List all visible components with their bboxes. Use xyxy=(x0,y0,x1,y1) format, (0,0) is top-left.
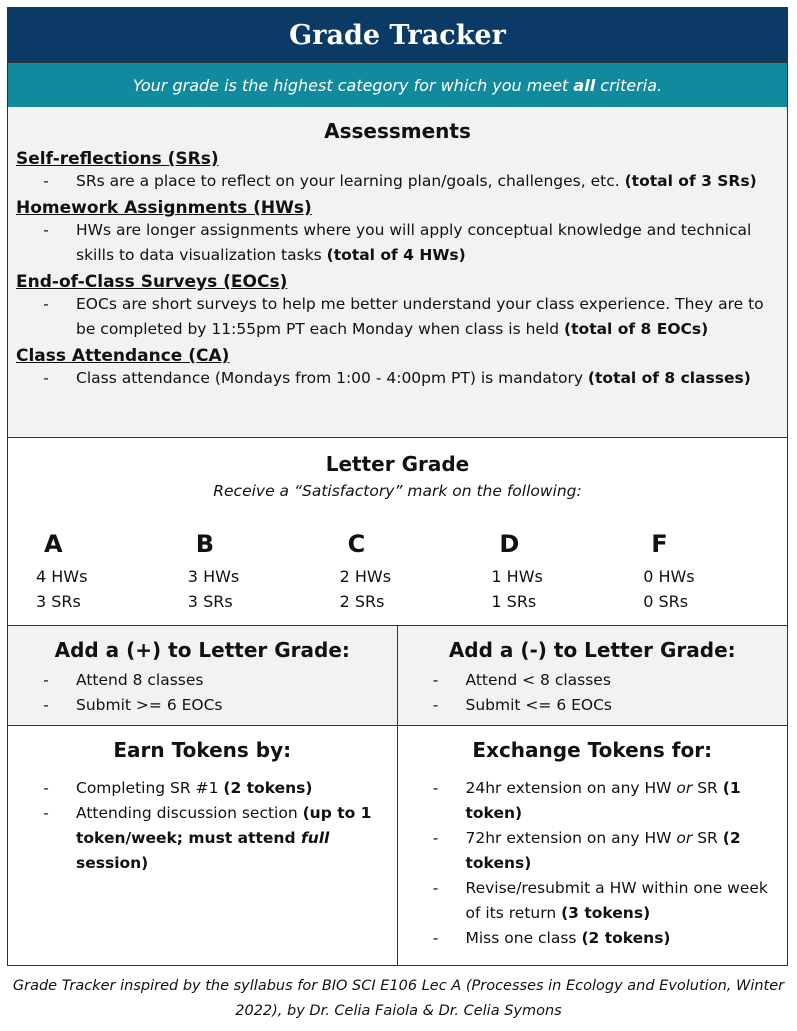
list-item xyxy=(406,668,780,693)
dash-bullet: - xyxy=(43,221,49,239)
grade-tracker xyxy=(7,7,788,966)
earn-item-text: Attending discussion section xyxy=(76,804,303,822)
earn-item-bold: (2 tokens) xyxy=(223,779,313,797)
category-total: (total of 8 EOCs) xyxy=(564,320,709,338)
earn-panel xyxy=(8,726,398,965)
dash-bullet: - xyxy=(432,879,439,897)
grade-b xyxy=(170,530,322,614)
letter-grade-subtitle: Receive a “Satisfactory” mark on the following: xyxy=(213,482,582,500)
list-item xyxy=(16,366,779,391)
dash-bullet: - xyxy=(43,696,49,714)
list-item xyxy=(406,826,780,876)
dash-bullet: - xyxy=(432,779,439,797)
grade-srs: 0 SRs xyxy=(643,592,689,611)
earn-item-italic: full xyxy=(300,829,330,847)
dash-bullet: - xyxy=(43,172,49,190)
grade-srs: 3 SRs xyxy=(187,592,233,611)
modifier-section xyxy=(7,626,788,726)
category-desc: EOCs are short surveys to help me better understand your class experience. They are to be completed by 11:55pm PT each Monday when class is held xyxy=(76,295,764,338)
plus-item: Attend 8 classes xyxy=(76,671,204,689)
earn-item-bold: (up to 1 token/week; must attend xyxy=(76,804,372,847)
assessments-section xyxy=(7,107,788,438)
grade-hws: 2 HWs xyxy=(339,567,392,586)
exchange-item-text: Revise/resubmit a HW within one week of its return xyxy=(465,879,768,922)
exchange-panel xyxy=(398,726,788,965)
grade-srs: 1 SRs xyxy=(491,592,537,611)
minus-item: Submit <= 6 EOCs xyxy=(465,696,612,714)
grade-a xyxy=(18,530,170,614)
minus-item: Attend < 8 classes xyxy=(465,671,611,689)
exchange-item-text: 72hr extension on any HW xyxy=(465,829,677,847)
exchange-or: or xyxy=(676,829,693,847)
exchange-title: Exchange Tokens for: xyxy=(472,738,713,762)
subtitle-text-1: Your grade is the highest category for which you meet xyxy=(132,75,569,95)
plus-item: Submit >= 6 EOCs xyxy=(76,696,223,714)
grade-letter: F xyxy=(651,530,668,558)
earn-title: Earn Tokens by: xyxy=(113,738,292,762)
grade-table xyxy=(8,530,787,614)
category-total: (total of 8 classes) xyxy=(587,369,751,387)
footer-credit: Grade Tracker inspired by the syllabus for BIO SCI E106 Lec A (Processes in Ecology and Evolution, Winter 2022), by Dr. Celia Faiola & Dr. Celia Symons xyxy=(12,978,785,1019)
category-title-ca: Class Attendance (CA) xyxy=(16,346,230,366)
dash-bullet: - xyxy=(43,779,49,797)
grade-hws: 0 HWs xyxy=(643,567,695,586)
exchange-item-text: SR xyxy=(692,829,723,847)
list-item xyxy=(406,693,780,718)
grade-letter: C xyxy=(347,530,366,558)
earn-item-bold: session) xyxy=(76,854,149,872)
category-desc: SRs are a place to reflect on your learning plan/goals, challenges, etc. xyxy=(76,172,625,190)
tokens-section xyxy=(7,726,788,966)
list-item xyxy=(16,218,779,268)
letter-grade-title: Letter Grade xyxy=(325,452,470,476)
plus-title: Add a (+) to Letter Grade: xyxy=(54,638,350,662)
grade-letter: D xyxy=(499,530,520,558)
category-total: (total of 3 SRs) xyxy=(624,172,757,190)
grade-c xyxy=(322,530,474,614)
dash-bullet: - xyxy=(43,369,49,387)
category-title-eocs: End-of-Class Surveys (EOCs) xyxy=(16,272,288,292)
dash-bullet: - xyxy=(43,295,49,313)
list-item xyxy=(16,169,779,194)
dash-bullet: - xyxy=(43,804,49,822)
list-item xyxy=(16,693,389,718)
grade-f xyxy=(625,530,777,614)
category-title-srs: Self-reflections (SRs) xyxy=(16,149,219,169)
grade-letter: A xyxy=(44,530,63,558)
grade-srs: 2 SRs xyxy=(339,592,385,611)
minus-panel xyxy=(398,626,788,725)
exchange-item-bold: (1 token) xyxy=(465,779,741,822)
letter-grade-section xyxy=(7,438,788,626)
dash-bullet: - xyxy=(432,671,439,689)
exchange-item-bold: (2 tokens) xyxy=(581,929,671,947)
list-item xyxy=(16,801,389,876)
list-item xyxy=(16,668,389,693)
grade-hws: 1 HWs xyxy=(491,567,543,586)
earn-item-text: Completing SR #1 xyxy=(76,779,224,797)
subtitle-emphasis: all xyxy=(573,75,596,95)
subtitle xyxy=(7,63,788,107)
dash-bullet: - xyxy=(432,696,439,714)
exchange-item-text: SR xyxy=(692,779,723,797)
dash-bullet: - xyxy=(43,671,49,689)
exchange-item-bold: (2 tokens) xyxy=(465,829,741,872)
plus-panel xyxy=(8,626,398,725)
exchange-item-text: Miss one class xyxy=(465,929,582,947)
exchange-item-bold: (3 tokens) xyxy=(561,904,651,922)
list-item xyxy=(406,776,780,826)
list-item xyxy=(406,876,780,926)
category-desc: Class attendance (Mondays from 1:00 - 4:00pm PT) is mandatory xyxy=(76,369,588,387)
grade-hws: 3 HWs xyxy=(187,567,240,586)
dash-bullet: - xyxy=(432,829,439,847)
exchange-item-text: 24hr extension on any HW xyxy=(465,779,677,797)
grade-srs: 3 SRs xyxy=(36,592,81,611)
page-title: Grade Tracker xyxy=(7,7,788,63)
list-item xyxy=(16,776,389,801)
assessments-title: Assessments xyxy=(324,119,471,143)
subtitle-text-2: criteria. xyxy=(600,75,663,95)
category-title-hws: Homework Assignments (HWs) xyxy=(16,198,312,218)
minus-title: Add a (-) to Letter Grade: xyxy=(448,638,736,662)
grade-d xyxy=(473,530,625,614)
exchange-or: or xyxy=(676,779,693,797)
dash-bullet: - xyxy=(432,929,439,947)
grade-letter: B xyxy=(195,530,215,558)
category-total: (total of 4 HWs) xyxy=(326,246,466,264)
grade-hws: 4 HWs xyxy=(36,567,88,586)
list-item xyxy=(16,292,779,342)
category-desc: HWs are longer assignments where you will apply conceptual knowledge and technical skills to data visualization tasks xyxy=(76,221,752,264)
list-item xyxy=(406,926,780,951)
